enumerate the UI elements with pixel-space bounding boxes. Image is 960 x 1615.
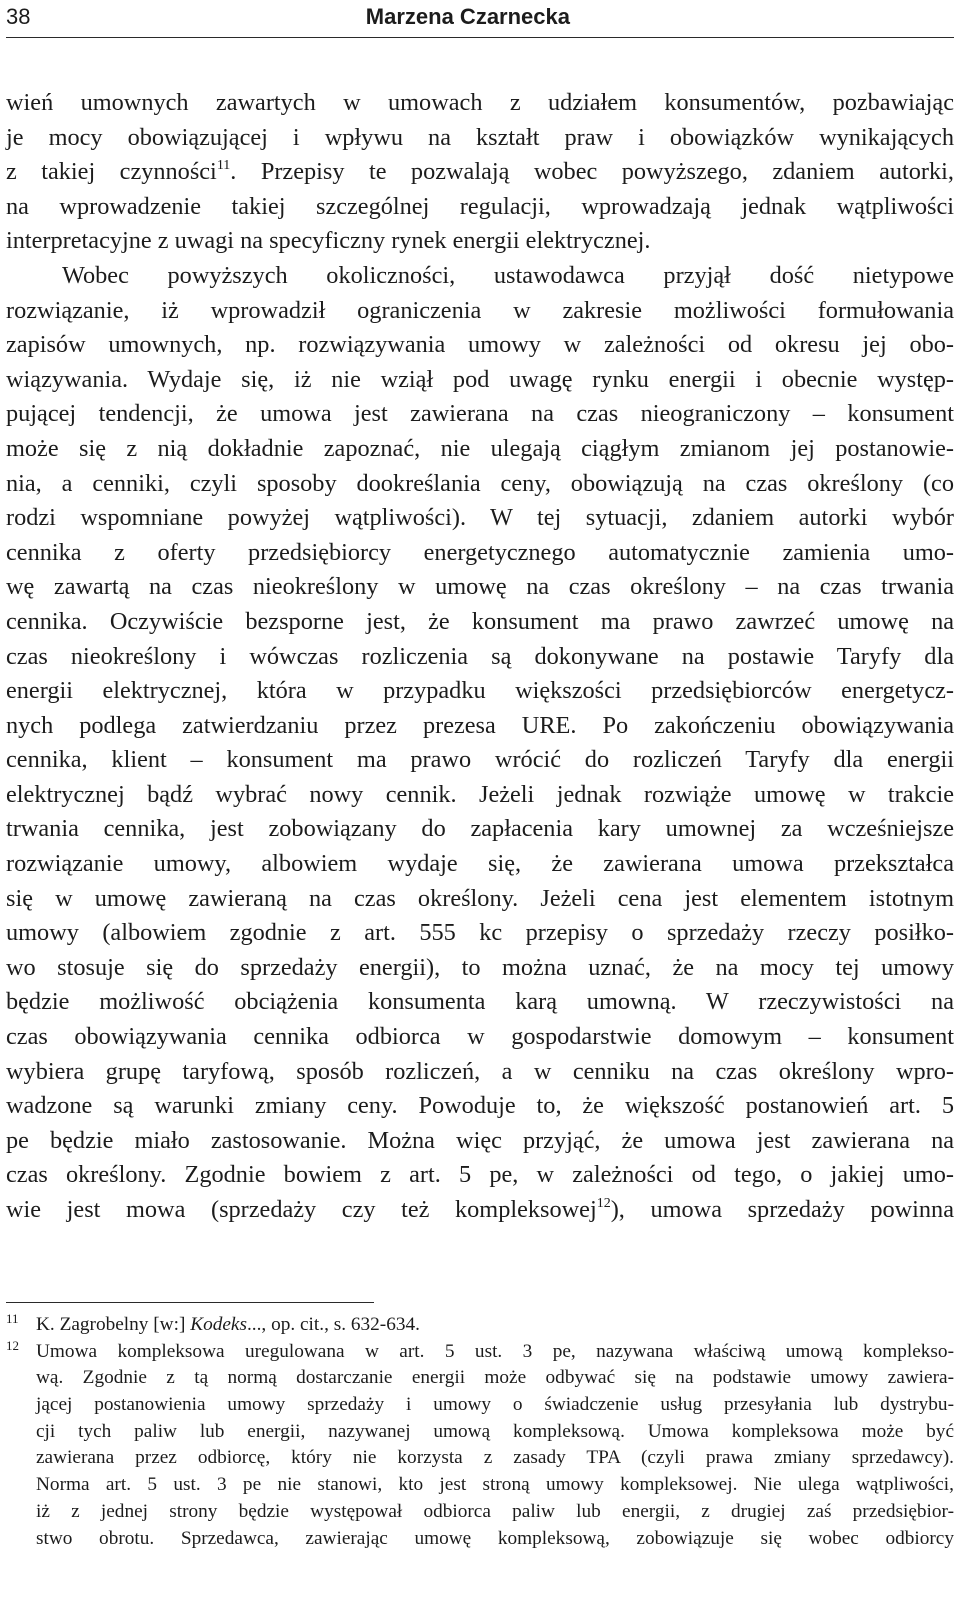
- footnote-marker: 12: [6, 1337, 19, 1353]
- body-line: będzie możliwość obciążenia konsumenta karą umowną. W rzeczywistości na: [6, 988, 954, 1016]
- running-head-author: Marzena Czarnecka: [365, 4, 570, 29]
- body-line: wiązywania. Wydaje się, iż nie wziął pod uwagę rynku energii i obecnie występ-: [6, 365, 954, 393]
- body-line: cennika. Oczywiście bezsporne jest, że konsument ma prawo zawrzeć umowę na: [6, 607, 954, 635]
- body-line: czas obowiązywania cennika odbiorca w gospodarstwie domowym – konsument: [6, 1023, 954, 1051]
- body-line: wę zawartą na czas nieokreślony w umowę na czas określony – na czas trwania: [6, 573, 954, 601]
- page-number: 38: [6, 4, 31, 29]
- body-line: interpretacyjne z uwagi na specyficzny rynek energii elektrycznej.: [6, 227, 651, 255]
- footnote-line: jącej postanowienia umowy sprzedaży i umowy o świadczenie usług przesyłania lub dystrybu-: [36, 1394, 954, 1416]
- body-line: wień umownych zawartych w umowach z udziałem konsumentów, pozbawiając: [6, 89, 954, 116]
- footnote-separator: [6, 1302, 374, 1303]
- footnote-line: cji tych paliw lub energii, nazywanej umową kompleksową. Umowa kompleksowa może być: [36, 1420, 954, 1442]
- body-line: trwania cennika, jest zobowiązany do zapłacenia kary umownej za wcześniejsze: [6, 815, 954, 843]
- body-line: może się z nią dokładnie zapoznać, nie ulegają ciągłym zmianom jej postanowie-: [6, 434, 954, 462]
- body-line: wybiera grupę taryfową, sposób rozliczeń, a w cenniku na czas określony wpro-: [6, 1057, 954, 1085]
- footnote-line: Umowa kompleksowa uregulowana w art. 5 ust. 3 pe, nazywana właściwą umową kompleksо-: [36, 1340, 954, 1362]
- footnote-ref-12[interactable]: 12: [596, 1196, 611, 1211]
- body-text: [6, 86, 954, 1228]
- body-line: rodzi wspomniane powyżej wątpliwości). W tej sytuacji, zdaniem autorki wybór: [6, 504, 954, 532]
- body-line: na wprowadzenie takiej szczególnej regulacji, wprowadzają jednak wątpliwości: [6, 192, 954, 220]
- body-line: czas nieokreślony i wówczas rozliczenia są dokonywane na postawie Taryfy dla: [6, 642, 954, 670]
- footnote-line: stwo obrotu. Sprzedawca, zawierając umowę kompleksową, zobowiązuje się wobec odbiorcy: [36, 1527, 954, 1549]
- body-line: się w umowę zawieraną na czas określony. Jeżeli cena jest elementem istotnym: [6, 884, 954, 912]
- body-line: nych podlega zatwierdzaniu przez prezesa URE. Po zakończeniu obowiązywania: [6, 711, 954, 739]
- body-line-with-footnote-ref: [6, 155, 954, 190]
- body-line: energii elektrycznej, która w przypadku większości przedsiębiorców energetycz-: [6, 677, 954, 705]
- body-line-prefix: wie jest mowa (sprzedaży czy też kompleksowej: [6, 1196, 597, 1223]
- footnote-marker: 11: [6, 1311, 19, 1326]
- body-line: rozwiązanie, iż wprowadził ograniczenia w zakresie możliwości formułowania: [6, 296, 954, 324]
- body-line: wadzone są warunki zmiany ceny. Powoduje to, że większość postanowień art. 5: [6, 1092, 954, 1120]
- body-line: pującej tendencji, że umowa jest zawierana na czas nieograniczony – konsument: [6, 400, 954, 428]
- body-line: je mocy obowiązującej i wpływu na kształt praw i obowiązków wynikających: [6, 123, 954, 151]
- body-line: pe będzie miało zastosowanie. Można więc przyjąć, że umowa jest zawierana na: [6, 1126, 954, 1154]
- footnote-line: Norma art. 5 ust. 3 pe nie stanowi, kto jest stroną umowy kompleksowej. Nie ulega wątpliwości,: [36, 1474, 954, 1496]
- footnote-text: ..., op. cit., s. 632-634.: [246, 1314, 420, 1335]
- footnote-italic-title: Kodeks: [190, 1314, 247, 1335]
- body-line-rest: . Przepisy te pozwalają wobec powyższego, zdaniem autorki,: [230, 158, 954, 186]
- body-line-with-footnote-ref: [6, 1193, 954, 1228]
- footnote-12: [6, 1339, 954, 1553]
- body-line: nia, a cenniki, czyli sposoby dookreślania ceny, obowiązują na czas określony (co: [6, 469, 954, 497]
- body-line: czas określony. Zgodnie bowiem z art. 5 pe, w zależności od tego, o jakiej umo-: [6, 1161, 954, 1189]
- body-line: cennika, klient – konsument ma prawo wrócić do rozliczeń Taryfy dla energii: [6, 746, 954, 774]
- body-line: cennika z oferty przedsiębiorcy energetycznego automatycznie zamienia umo-: [6, 538, 954, 566]
- paragraph-start-line: Wobec powyższych okoliczności, ustawodawca przyjął dość nietypowe: [62, 261, 954, 289]
- footnote-line: iż z jednej strony będzie występował odbiorca paliw lub energii, z drugiej zaś przedsiębior-: [36, 1500, 954, 1522]
- footnote-11: [6, 1312, 954, 1339]
- footnotes: [6, 1312, 954, 1552]
- footnote-text: K. Zagrobelny [w:]: [36, 1314, 191, 1335]
- body-line: rozwiązanie umowy, albowiem wydaje się, że zawierana umowa przekształca: [6, 850, 954, 878]
- body-line-prefix: z takiej czynności: [6, 158, 217, 186]
- body-line: umowy (albowiem zgodnie z art. 555 kc przepisy o sprzedaży rzeczy posiłko-: [6, 919, 954, 947]
- body-line-rest: ), umowa sprzedaży powinna: [610, 1196, 954, 1223]
- footnote-line: zawierana przez odbiorcę, który nie korzysta z zasady TPA (czyli prawa zmiany sprzedawcy).: [36, 1447, 954, 1469]
- running-header: [6, 0, 954, 38]
- body-line: wo stosuje się do sprzedaży energii), to można uznać, że na mocy tej umowy: [6, 953, 954, 981]
- footnote-line: [6, 1312, 954, 1339]
- footnote-line: wą. Zgodnie z tą normą dostarczanie energii może odbywać się na podstawie umowy zawiera-: [36, 1367, 954, 1389]
- body-line: elektrycznej bądź wybrać nowy cennik. Jeżeli jednak rozwiąże umowę w trakcie: [6, 780, 954, 808]
- footnote-ref-11[interactable]: 11: [216, 158, 231, 174]
- body-line: zapisów umownych, np. rozwiązywania umowy w zależności od okresu jej obo-: [6, 331, 954, 359]
